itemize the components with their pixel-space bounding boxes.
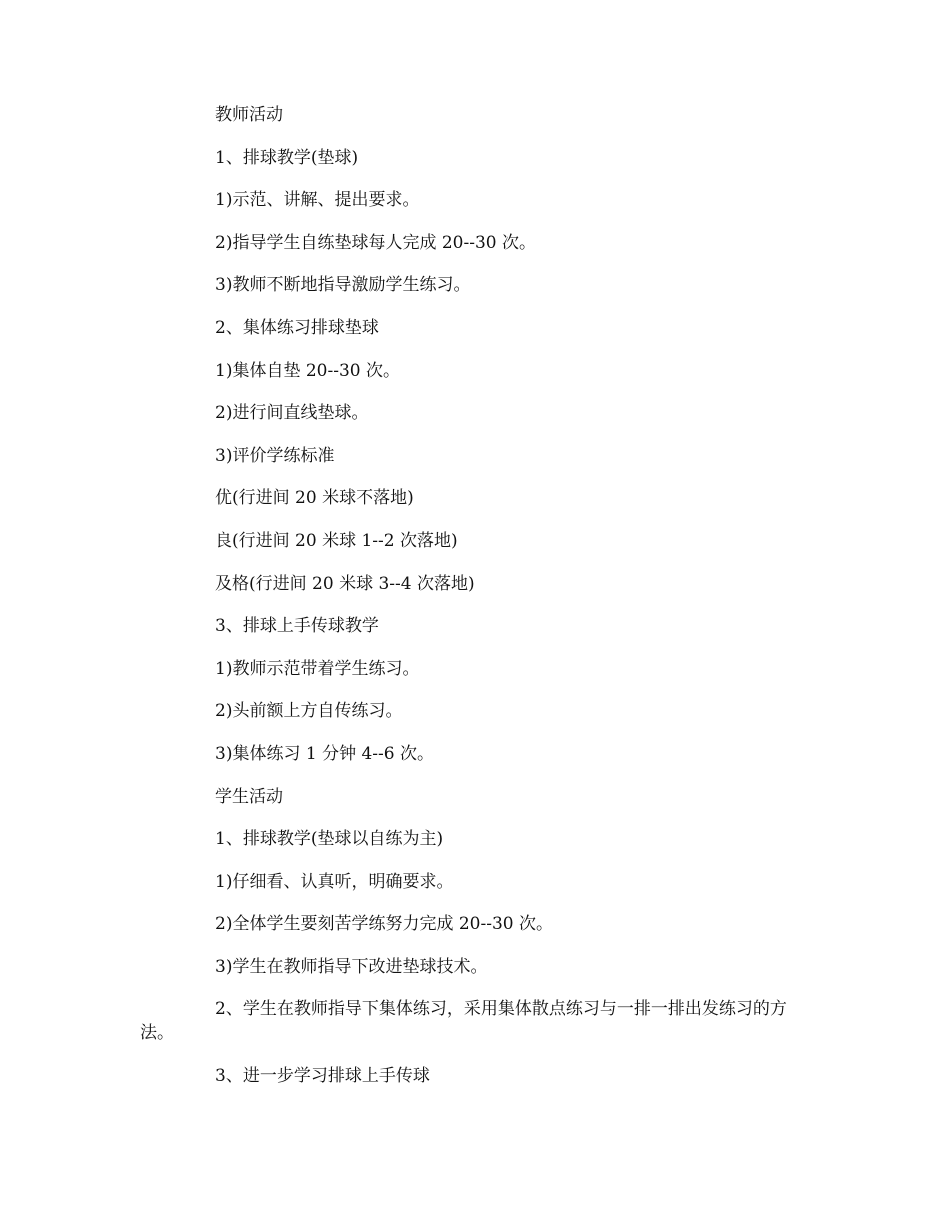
paragraph: 2)头前额上方自传练习。 <box>215 701 403 722</box>
paragraph: 及格(行进间 20 米球 3--4 次落地) <box>215 573 475 594</box>
paragraph: 2、学生在教师指导下集体练习，采用集体散点练习与一排一排出发练习的方法。 <box>140 999 787 1044</box>
paragraph: 3)评价学练标准 <box>215 445 335 466</box>
paragraph: 2)指导学生自练垫球每人完成 20--30 次。 <box>215 232 537 253</box>
paragraph: 3、排球上手传球教学 <box>215 616 379 637</box>
paragraph: 1)仔细看、认真听，明确要求。 <box>215 871 454 892</box>
paragraph: 优(行进间 20 米球不落地) <box>215 488 414 509</box>
heading-teacher-activities: 教师活动 <box>215 105 283 125</box>
paragraph: 1、排球教学(垫球) <box>215 147 359 168</box>
paragraph: 2)全体学生要刻苦学练努力完成 20--30 次。 <box>215 914 554 935</box>
paragraph: 1)教师示范带着学生练习。 <box>215 658 420 679</box>
heading-student-activities: 学生活动 <box>215 786 283 807</box>
paragraph: 1、排球教学(垫球以自练为主) <box>215 829 444 850</box>
paragraph: 3)教师不断地指导激励学生练习。 <box>215 275 471 296</box>
paragraph: 2、集体练习排球垫球 <box>215 317 379 338</box>
paragraph: 3)学生在教师指导下改进垫球技术。 <box>215 956 488 977</box>
paragraph: 良(行进间 20 米球 1--2 次落地) <box>215 530 458 551</box>
document-body <box>140 103 820 1107</box>
paragraph: 2)进行间直线垫球。 <box>215 403 369 424</box>
paragraph: 1)示范、讲解、提出要求。 <box>215 190 420 211</box>
paragraph: 1)集体自垫 20--30 次。 <box>215 360 401 381</box>
paragraph: 3)集体练习 1 分钟 4--6 次。 <box>215 743 434 764</box>
paragraph: 3、进一步学习排球上手传球 <box>215 1066 430 1087</box>
